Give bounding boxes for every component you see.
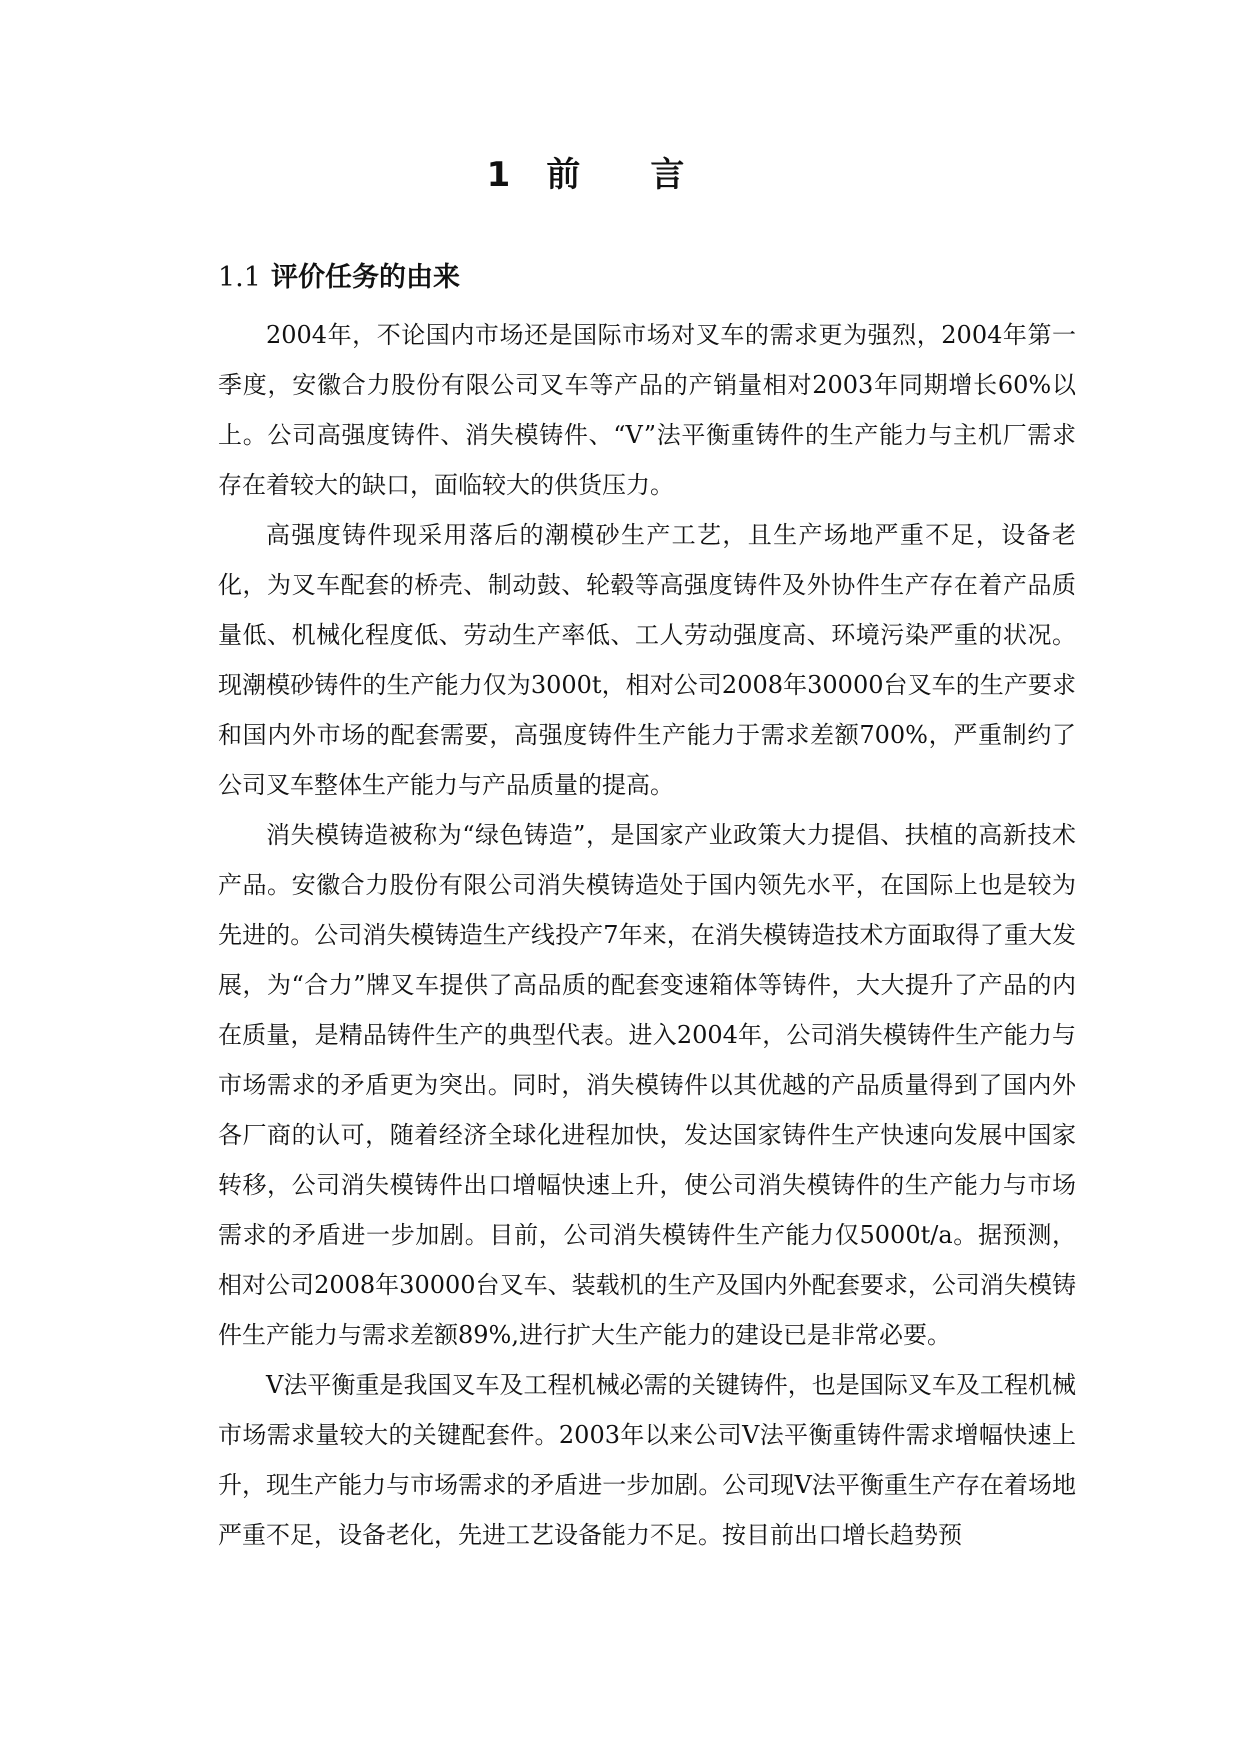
section-heading <box>218 258 460 298</box>
paragraph: V法平衡重是我国叉车及工程机械必需的关键铸件，也是国际叉车及工程机械市场需求量较大的关键配套件。2003年以来公司V法平衡重铸件需求增幅快速上升，现生产能力与市场需求的矛盾进一步加剧。公司现V法平衡重生产存在着场地严重不足，设备老化，先进工艺设备能力不足。按目前出口增长趋势预 <box>218 1371 1076 1549</box>
chapter-number: 1 <box>486 155 511 195</box>
paragraph: 高强度铸件现采用落后的潮模砂生产工艺，且生产场地严重不足，设备老化，为叉车配套的桥壳、制动鼓、轮毂等高强度铸件及外协件生产存在着产品质量低、机械化程度低、劳动生产率低、工人劳动强度高、环境污染严重的状况。现潮模砂铸件的生产能力仅为3000t，相对公司2008年30000台叉车的生产要求和国内外市场的配套需要，高强度铸件生产能力于需求差额700%，严重制约了公司叉车整体生产能力与产品质量的提高。 <box>218 521 1076 799</box>
paragraph: 2004年，不论国内市场还是国际市场对叉车的需求更为强烈，2004年第一季度，安徽合力股份有限公司叉车等产品的产销量相对2003年同期增长60%以上。公司高强度铸件、消失模铸件、“V”法平衡重铸件的生产能力与主机厂需求存在着较大的缺口，面临较大的供货压力。 <box>218 321 1076 499</box>
section-number: 1.1 <box>218 262 261 293</box>
paragraph: 消失模铸造被称为“绿色铸造”，是国家产业政策大力提倡、扶植的高新技术产品。安徽合力股份有限公司消失模铸造处于国内领先水平，在国际上也是较为先进的。公司消失模铸造生产线投产7年来，在消失模铸造技术方面取得了重大发展，为“合力”牌叉车提供了高品质的配套变速箱体等铸件，大大提升了产品的内在质量，是精品铸件生产的典型代表。进入2004年，公司消失模铸件生产能力与市场需求的矛盾更为突出。同时，消失模铸件以其优越的产品质量得到了国内外各厂商的认可，随着经济全球化进程加快，发达国家铸件生产快速向发展中国家转移，公司消失模铸件出口增幅快速上升，使公司消失模铸件的生产能力与市场需求的矛盾进一步加剧。目前，公司消失模铸件生产能力仅5000t/a。据预测，相对公司2008年30000台叉车、装载机的生产及国内外配套要求，公司消失模铸件生产能力与需求差额89%,进行扩大生产能力的建设已是非常必要。 <box>218 821 1076 1349</box>
chapter-title <box>0 150 1241 200</box>
body-text <box>218 310 1076 1560</box>
section-title-text: 评价任务的由来 <box>270 262 460 293</box>
chapter-title-text: 前言 <box>546 155 755 195</box>
